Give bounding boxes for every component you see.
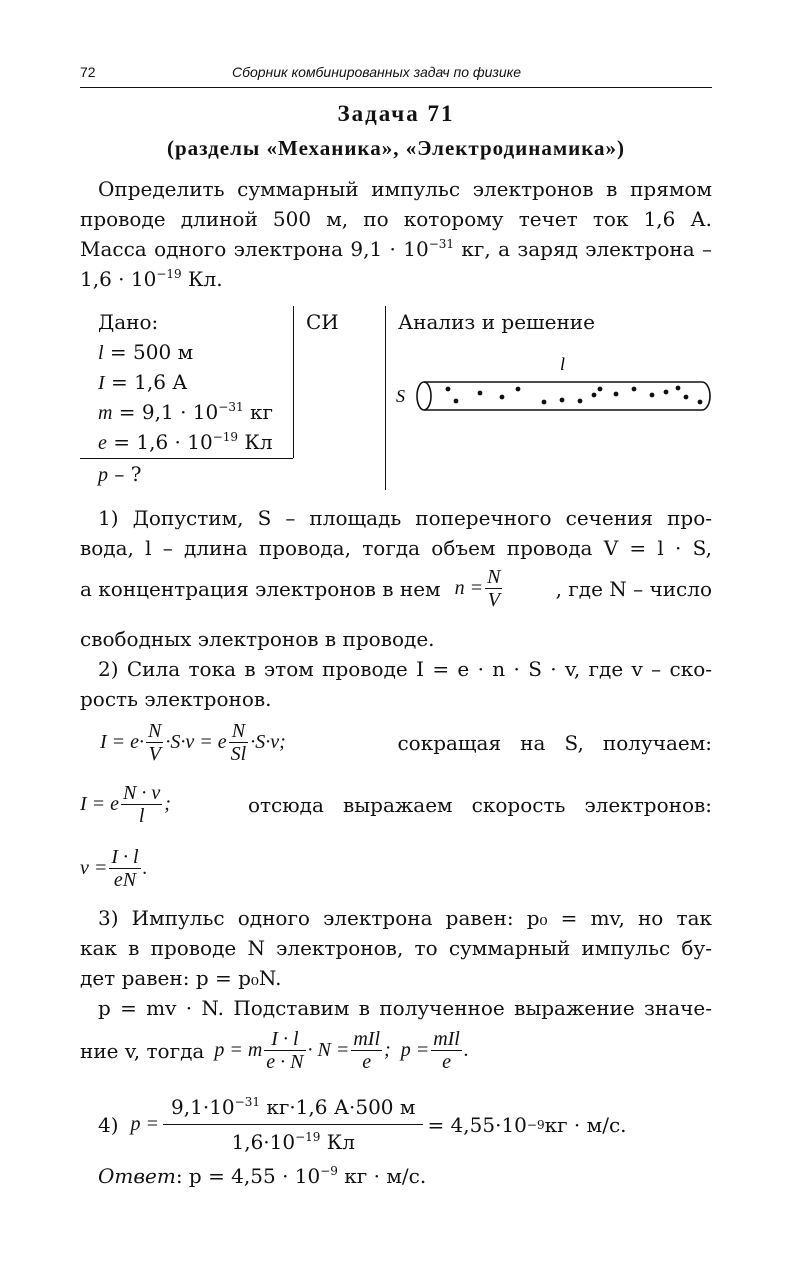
step1-line-3: а концентрация электронов в нем n = $\frac{N}{V}$ , где N – число [80,566,712,611]
step3-line-5: ние v, тогда p = m $\frac{I \cdot l}{e \cdot N}$ · N = $\frac{\text{mIl}}{e}$ ; p = $\frac{\text{mIl}}{e}$ . [80,1028,469,1073]
header-rule [80,87,712,88]
wire-body [424,382,710,410]
statement-line-4: $1,6 \cdot 10^{-19}$ Кл. [80,267,223,291]
problem-title: Задача 71 [337,101,455,126]
book-title: Сборник комбинированных задач по физике [232,64,522,80]
step1-line-1: 1) Допустим, S – площадь поперечного сечения про- [98,506,712,530]
electron-dots [446,386,703,405]
answer-line: Ответ: $p = 4,55 \cdot 10^{-9}$ кг · м/с. [98,1164,427,1188]
step2-formula-3: v = $\frac{I \cdot l}{eN}$ . [80,846,148,891]
step1-line-4: свободных электронов в проводе. [80,627,435,651]
wire-cross-section [417,382,431,410]
analysis-column-divider [385,306,386,490]
running-header [80,64,712,86]
statement-line-1: Определить суммарный импульс электронов в прямом [98,177,712,201]
length-label: l [560,354,566,374]
page-number: 72 [80,64,96,80]
statement-line-2: проводе длиной 500 м, по которому течет ток 1,6 А. [80,207,712,231]
step2-formula-1: I = e· $\frac{N}{V}$ ·S·v = e $\frac{N}{Sl}$ ·S·v; сокращая на S, получаем: [100,720,712,765]
si-column-divider [293,306,294,458]
si-heading: СИ [306,310,339,334]
area-label: S [396,386,405,406]
given-heading: Дано: [98,310,159,334]
step2-formula-2: I = e $\frac{N \cdot v}{l}$ ; отсюда выражаем скорость электронов: [80,782,712,827]
analysis-heading: Анализ и решение [398,310,595,334]
given-unknown: p – ? [98,462,142,486]
problem-sections: (разделы «Механика», «Электродинамика») [166,136,626,160]
step1-line-2: вода, l – длина провода, тогда объем провода V = l · S, [80,536,712,560]
wire-diagram [396,350,716,412]
given-mass: $m = 9,1 \cdot 10^{-31}$ кг [98,400,273,424]
step3-line-2: как в проводе N электронов, то суммарный импульс бу- [80,936,712,960]
statement-line-3: Масса одного электрона $9,1 \cdot 10^{-31}$ кг, а заряд электрона – [80,237,712,261]
step3-line-3: дет равен: p = p₀N. [80,966,282,990]
given-current: I = 1,6 А [98,370,188,394]
step2-line-1: 2) Сила тока в этом проводе I = e · n · S · v, где v – ско- [98,657,712,681]
given-charge: $e = 1,6 \cdot 10^{-19}$ Кл [98,430,273,454]
step3-line-1: 3) Импульс одного электрона равен: p₀ = mv, но так [98,906,712,930]
step4-formula: 4) p = $\frac{9,1\cdot 10^{-31} кг\cdot 1,6 А\cdot 500 м}{1,6\cdot 10^{-19} Кл}$ = 4,55·10 −9 кг · м/с. [98,1095,627,1154]
given-separator [80,458,293,459]
given-length: l = 500 м [98,340,194,364]
step3-line-4: p = mv · N. Подставим в полученное выражение значе- [98,996,712,1020]
n-fraction: $\frac{N}{V}$ [487,566,501,611]
step2-line-2: рость электронов. [80,687,272,711]
